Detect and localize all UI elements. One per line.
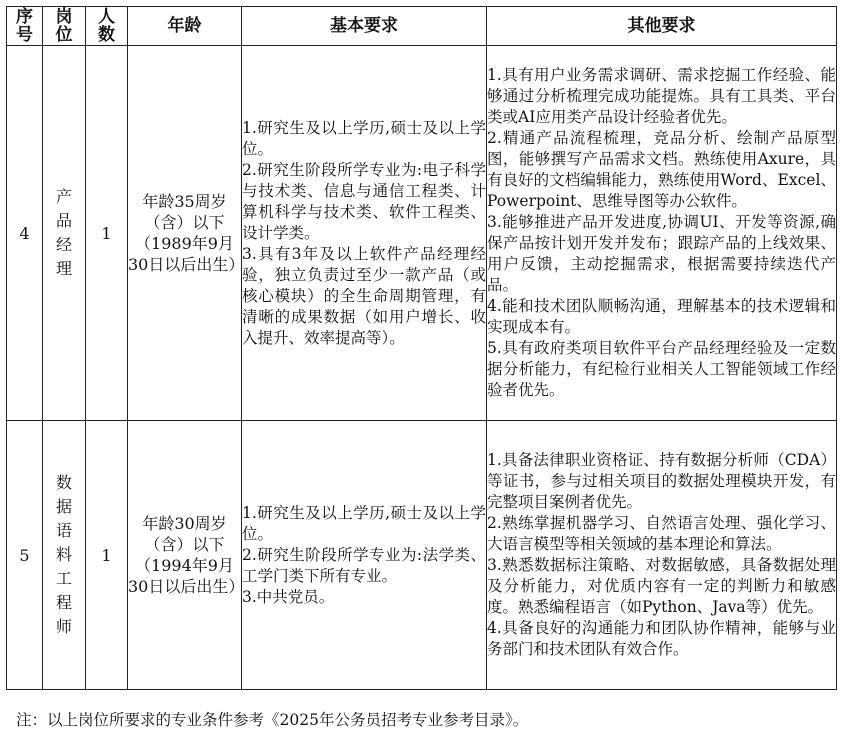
other-item: 3.熟悉数据标注策略、对数据敏感，具备数据处理及分析能力，对优质内容有一定的判断力和敏感度。熟悉编程语言（如Python、Java等）优先。 <box>487 556 836 616</box>
row-basic <box>242 421 487 690</box>
header-other: 其他要求 <box>487 7 837 46</box>
row-count: 1 <box>86 46 128 421</box>
row-age: 年龄30周岁（含）以下（1994年9月30日以后出生） <box>128 421 242 690</box>
header-basic: 基本要求 <box>242 7 487 46</box>
row-position: 产品经理 <box>43 46 86 421</box>
other-item: 4.具备良好的沟通能力和团队协作精神，能够与业务部门和技术团队有效合作。 <box>487 619 836 658</box>
other-item: 2.熟练掌握机器学习、自然语言处理、强化学习、大语言模型等相关领域的基本理论和算法。 <box>487 514 836 553</box>
row-position: 数据语料工程师 <box>43 421 86 690</box>
other-item: 3.能够推进产品开发进度,协调UI、开发等资源,确保产品按计划开发并发布；跟踪产品的上线效果、用户反馈，主动挖掘需求，根据需要持续迭代产品。 <box>487 213 836 294</box>
table-row <box>7 421 837 690</box>
header-count: 人数 <box>86 7 128 46</box>
table-header-row <box>7 7 837 46</box>
basic-item: 1.研究生及以上学历,硕士及以上学位。 <box>242 118 486 158</box>
header-age: 年龄 <box>128 7 242 46</box>
other-item: 5.具有政府类项目软件平台产品经理经验及一定数据分析能力，有纪检行业相关人工智能领域工作经验者优先。 <box>487 339 836 399</box>
basic-item: 3.中共党员。 <box>242 587 335 606</box>
job-requirements-table <box>6 6 837 690</box>
other-item: 2.精通产品流程梳理，竞品分析、绘制产品原型图，能够撰写产品需求文档。熟练使用Axure，具有良好的文档编辑能力，熟练使用Word、Excel、Powerpoint、思维导图等办公软件。 <box>487 129 836 210</box>
footnote: 注：以上岗位所要求的专业条件参考《2025年公务员招考专业参考目录》。 <box>16 711 529 729</box>
basic-item: 1.研究生及以上学历,硕士及以上学位。 <box>242 503 486 543</box>
row-basic <box>242 46 487 421</box>
row-seq: 5 <box>7 421 43 690</box>
row-other <box>487 421 837 690</box>
other-item: 4.能和技术团队顺畅沟通，理解基本的技术逻辑和实现成本有。 <box>487 297 836 336</box>
other-item: 1.具备法律职业资格证、持有数据分析师（CDA）等证书，参与过相关项目的数据处理模块开发，有完整项目案例者优先。 <box>487 451 836 511</box>
basic-item: 2.研究生阶段所学专业为:电子科学与技术类、信息与通信工程类、计算机科学与技术类、软件工程类、设计学类。 <box>242 160 486 242</box>
row-count: 1 <box>86 421 128 690</box>
row-seq: 4 <box>7 46 43 421</box>
table-row <box>7 46 837 421</box>
header-position: 岗位 <box>43 7 86 46</box>
row-age: 年龄35周岁（含）以下（1989年9月30日以后出生） <box>128 46 242 421</box>
other-item: 1.具有用户业务需求调研、需求挖掘工作经验、能够通过分析梳理完成功能提炼。具有工具类、平台类或AI应用类产品设计经验者优先。 <box>487 66 836 126</box>
basic-item: 2.研究生阶段所学专业为:法学类、工学门类下所有专业。 <box>242 545 486 585</box>
basic-item: 3.具有3年及以上软件产品经理经验，独立负责过至少一款产品（或核心模块）的全生命周期管理，有清晰的成果数据（如用户增长、收入提升、效率提高等）。 <box>242 244 486 347</box>
row-other <box>487 46 837 421</box>
header-seq: 序号 <box>7 7 43 46</box>
